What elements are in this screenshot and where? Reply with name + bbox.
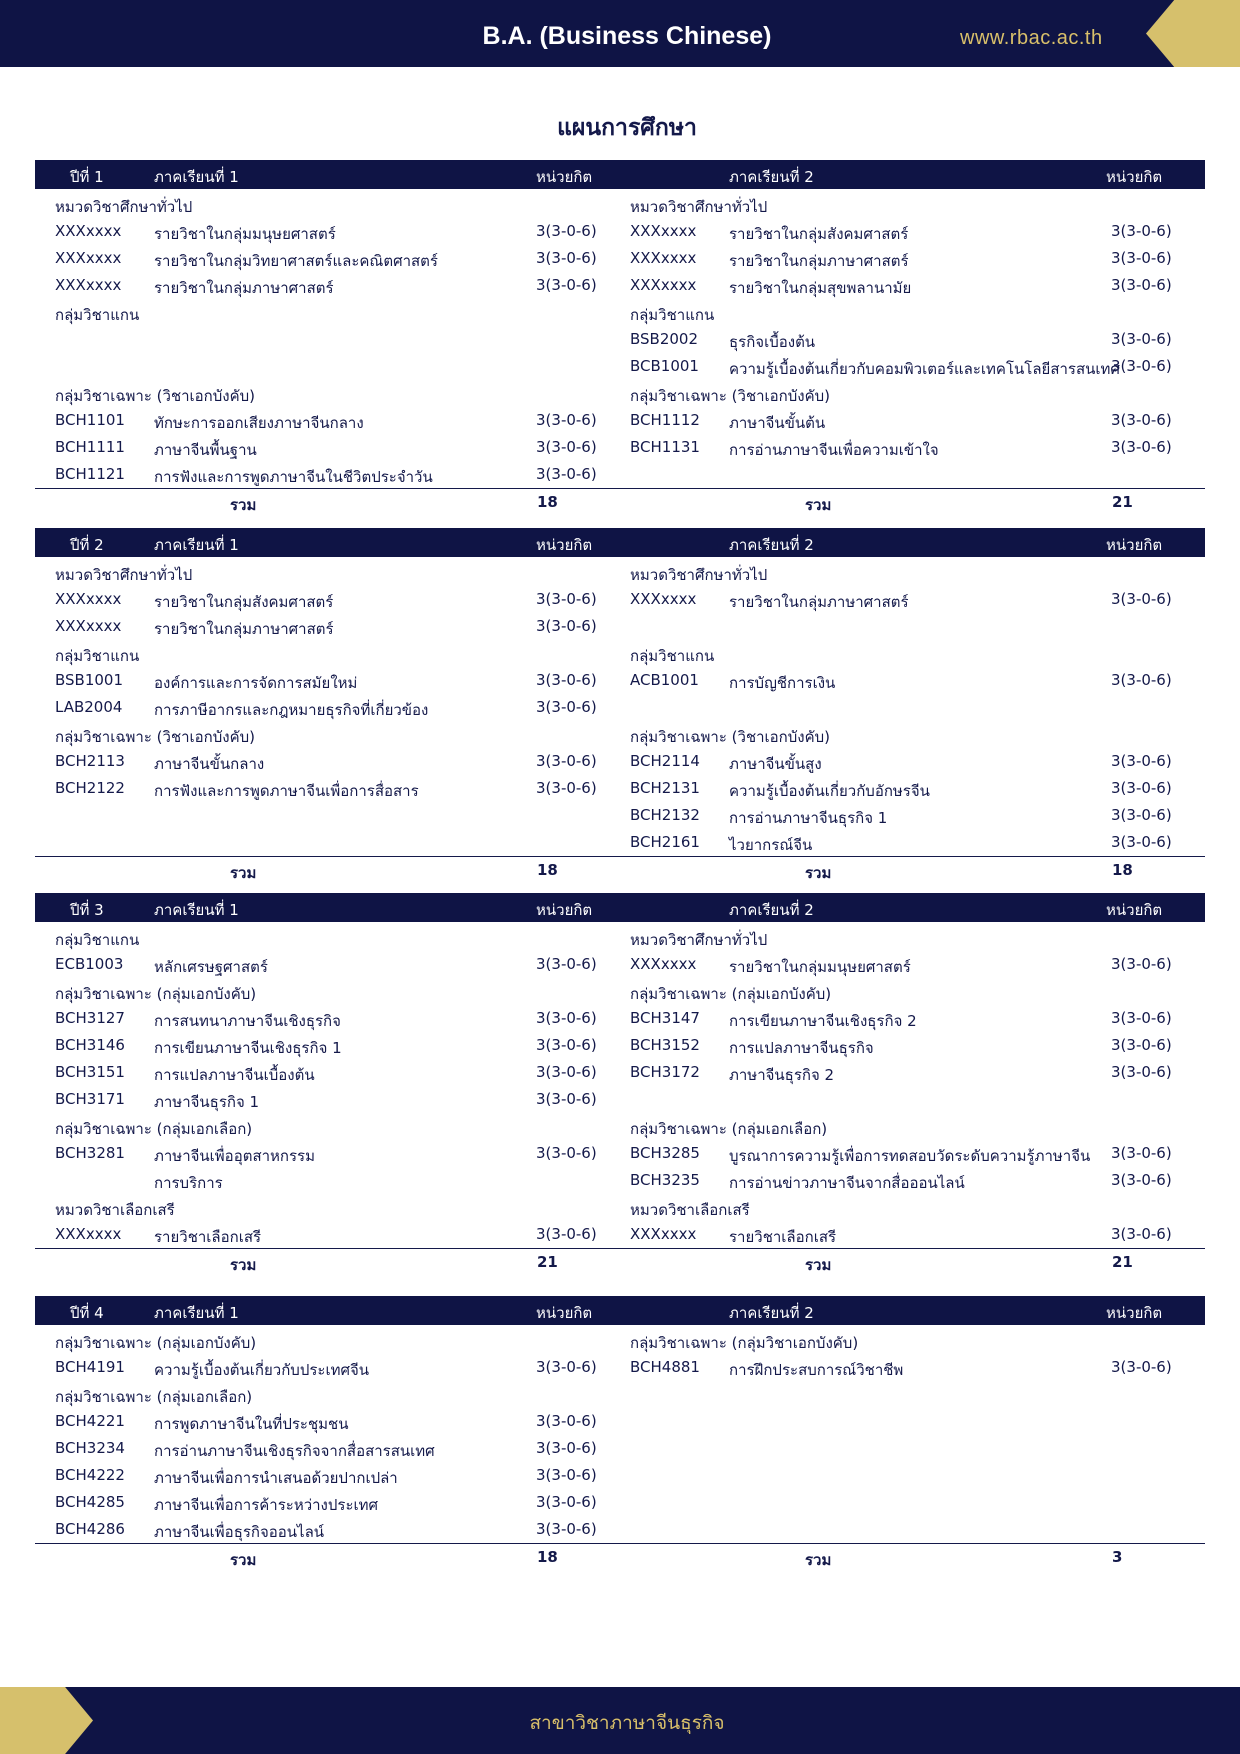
category-heading: หมวดวิชาเลือกเสรี <box>55 1201 175 1219</box>
semester1-label: ภาคเรียนที่ 1 <box>154 168 239 186</box>
course-credit: 3(3-0-6) <box>1111 590 1172 608</box>
category-heading: กลุ่มวิชาเฉพาะ (กลุ่มเอกเลือก) <box>55 1388 253 1406</box>
total-credits-sem1: 18 <box>537 493 558 511</box>
course-code: XXXxxxx <box>630 222 697 240</box>
category-heading: กลุ่มวิชาเฉพาะ (กลุ่มเอกบังคับ) <box>55 985 257 1003</box>
course-name: ภาษาจีนเพื่อการค้าระหว่างประเทศ <box>154 1496 379 1514</box>
year-label: ปีที่ 2 <box>70 536 104 554</box>
course-credit: 3(3-0-6) <box>536 1466 597 1484</box>
course-credit: 3(3-0-6) <box>536 1144 597 1162</box>
course-credit: 3(3-0-6) <box>536 1063 597 1081</box>
total-credits-sem1: 18 <box>537 1548 558 1566</box>
total-credits-sem2: 21 <box>1112 1253 1133 1271</box>
course-code: XXXxxxx <box>630 955 697 973</box>
course-code: BCH1131 <box>630 438 700 456</box>
course-code: BCH2131 <box>630 779 700 797</box>
course-code: BCH1111 <box>55 438 125 456</box>
semester2-label: ภาคเรียนที่ 2 <box>729 901 814 919</box>
course-credit: 3(3-0-6) <box>1111 1036 1172 1054</box>
semester1-label: ภาคเรียนที่ 1 <box>154 536 239 554</box>
course-name: รายวิชาในกลุ่มภาษาศาสตร์ <box>154 620 334 638</box>
course-credit: 3(3-0-6) <box>536 222 597 240</box>
course-name: ความรู้เบื้องต้นเกี่ยวกับคอมพิวเตอร์และเทคโนโลยีสารสนเทศ <box>729 360 1120 378</box>
course-code: BCH4191 <box>55 1358 125 1376</box>
category-heading: หมวดวิชาเลือกเสรี <box>630 1201 750 1219</box>
total-credits-sem1: 18 <box>537 861 558 879</box>
course-code: XXXxxxx <box>55 617 122 635</box>
course-credit: 3(3-0-6) <box>536 1009 597 1027</box>
category-heading: กลุ่มวิชาเฉพาะ (วิชาเอกบังคับ) <box>630 387 831 405</box>
total-label: รวม <box>805 1256 832 1274</box>
category-heading: กลุ่มวิชาเฉพาะ (กลุ่มวิชาเอกบังคับ) <box>630 1334 859 1352</box>
course-code: XXXxxxx <box>630 590 697 608</box>
course-credit: 3(3-0-6) <box>1111 671 1172 689</box>
course-code: BCH4221 <box>55 1412 125 1430</box>
course-credit: 3(3-0-6) <box>1111 411 1172 429</box>
category-heading: กลุ่มวิชาเฉพาะ (วิชาเอกบังคับ) <box>630 728 831 746</box>
total-row <box>35 856 1205 884</box>
course-credit: 3(3-0-6) <box>536 465 597 483</box>
course-code: BCH3147 <box>630 1009 700 1027</box>
course-columns <box>35 922 1205 1248</box>
credit-header: หน่วยกิต <box>536 536 593 554</box>
course-credit: 3(3-0-6) <box>1111 276 1172 294</box>
course-name: รายวิชาในกลุ่มมนุษยศาสตร์ <box>154 225 336 243</box>
category-heading: หมวดวิชาศึกษาทั่วไป <box>630 931 768 949</box>
total-label: รวม <box>230 1256 257 1274</box>
category-heading: กลุ่มวิชาแกน <box>630 306 715 324</box>
total-credits-sem2: 18 <box>1112 861 1133 879</box>
course-credit: 3(3-0-6) <box>536 955 597 973</box>
course-name: ภาษาจีนเพื่อธุรกิจออนไลน์ <box>154 1523 325 1541</box>
category-heading: กลุ่มวิชาแกน <box>55 647 140 665</box>
year-block <box>35 160 1205 514</box>
total-label: รวม <box>230 864 257 882</box>
course-name: การภาษีอากรและกฎหมายธุรกิจที่เกี่ยวข้อง <box>154 701 429 719</box>
total-credits-sem2: 21 <box>1112 493 1133 511</box>
course-code: BCH3285 <box>630 1144 700 1162</box>
course-code: BCH1121 <box>55 465 125 483</box>
course-credit: 3(3-0-6) <box>1111 357 1172 375</box>
course-name: ภาษาจีนเพื่ออุตสาหกรรม <box>154 1147 315 1165</box>
course-code: BCH4881 <box>630 1358 700 1376</box>
course-name: รายวิชาในกลุ่มภาษาศาสตร์ <box>729 593 909 611</box>
course-name: การเขียนภาษาจีนเชิงธุรกิจ 2 <box>729 1012 917 1030</box>
course-code: XXXxxxx <box>55 222 122 240</box>
course-name: ไวยากรณ์จีน <box>729 836 813 854</box>
course-credit: 3(3-0-6) <box>1111 833 1172 851</box>
course-credit: 3(3-0-6) <box>1111 1358 1172 1376</box>
semester2-label: ภาคเรียนที่ 2 <box>729 1304 814 1322</box>
course-credit: 3(3-0-6) <box>1111 438 1172 456</box>
course-name: รายวิชาในกลุ่มมนุษยศาสตร์ <box>729 958 911 976</box>
course-name: ภาษาจีนขั้นกลาง <box>154 755 265 773</box>
website-url[interactable]: www.rbac.ac.th <box>960 27 1103 49</box>
category-heading: กลุ่มวิชาเฉพาะ (กลุ่มเอกเลือก) <box>55 1120 253 1138</box>
course-credit: 3(3-0-6) <box>536 1520 597 1538</box>
course-code: BCH4285 <box>55 1493 125 1511</box>
course-credit: 3(3-0-6) <box>1111 1063 1172 1081</box>
total-label: รวม <box>230 496 257 514</box>
category-heading: หมวดวิชาศึกษาทั่วไป <box>630 566 768 584</box>
course-name: การฟังและการพูดภาษาจีนในชีวิตประจำวัน <box>154 468 433 486</box>
course-code: BCH3127 <box>55 1009 125 1027</box>
credit-header: หน่วยกิต <box>1106 536 1163 554</box>
total-label: รวม <box>805 864 832 882</box>
course-name: รายวิชาเลือกเสรี <box>729 1228 837 1246</box>
course-name: การแปลภาษาจีนเบื้องต้น <box>154 1066 315 1084</box>
course-code: XXXxxxx <box>55 590 122 608</box>
category-heading: กลุ่มวิชาเฉพาะ (กลุ่มเอกบังคับ) <box>630 985 832 1003</box>
course-code: BCH1112 <box>630 411 700 429</box>
course-name: องค์การและการจัดการสมัยใหม่ <box>154 674 358 692</box>
year-block <box>35 1296 1205 1569</box>
total-label: รวม <box>805 1551 832 1569</box>
course-credit: 3(3-0-6) <box>1111 249 1172 267</box>
course-code: BCH3146 <box>55 1036 125 1054</box>
year-label: ปีที่ 3 <box>70 901 104 919</box>
course-name: ธุรกิจเบื้องต้น <box>729 333 816 351</box>
category-heading: กลุ่มวิชาเฉพาะ (วิชาเอกบังคับ) <box>55 387 256 405</box>
category-heading: กลุ่มวิชาแกน <box>55 931 140 949</box>
category-heading: กลุ่มวิชาแกน <box>630 647 715 665</box>
course-code: BCH1101 <box>55 411 125 429</box>
credit-header: หน่วยกิต <box>1106 901 1163 919</box>
course-name: การบริการ <box>154 1174 223 1192</box>
course-code: BCB1001 <box>630 357 699 375</box>
course-name: ความรู้เบื้องต้นเกี่ยวกับประเทศจีน <box>154 1361 370 1379</box>
course-name: รายวิชาในกลุ่มภาษาศาสตร์ <box>729 252 909 270</box>
course-name: การอ่านภาษาจีนเพื่อความเข้าใจ <box>729 441 939 459</box>
credit-header: หน่วยกิต <box>536 1304 593 1322</box>
course-credit: 3(3-0-6) <box>1111 330 1172 348</box>
course-name: รายวิชาในกลุ่มสังคมศาสตร์ <box>154 593 334 611</box>
course-credit: 3(3-0-6) <box>1111 752 1172 770</box>
year-header <box>35 893 1205 922</box>
course-code: BSB2002 <box>630 330 699 348</box>
course-name: ภาษาจีนขั้นต้น <box>729 414 826 432</box>
total-row <box>35 1543 1205 1571</box>
course-code: BCH3152 <box>630 1036 700 1054</box>
course-code: BCH3281 <box>55 1144 125 1162</box>
total-row <box>35 1248 1205 1276</box>
course-code: BCH3234 <box>55 1439 125 1457</box>
course-code: BCH2114 <box>630 752 700 770</box>
course-credit: 3(3-0-6) <box>536 779 597 797</box>
course-name: การอ่านภาษาจีนธุรกิจ 1 <box>729 809 888 827</box>
course-name: ภาษาจีนธุรกิจ 1 <box>154 1093 260 1111</box>
course-name: การสนทนาภาษาจีนเชิงธุรกิจ <box>154 1012 341 1030</box>
year-header <box>35 160 1205 189</box>
course-credit: 3(3-0-6) <box>536 1225 597 1243</box>
course-name: รายวิชาในกลุ่มวิทยาศาสตร์และคณิตศาสตร์ <box>154 252 438 270</box>
course-columns <box>35 1325 1205 1543</box>
footer-department: สาขาวิชาภาษาจีนธุรกิจ <box>529 1712 725 1734</box>
course-name: ภาษาจีนพื้นฐาน <box>154 441 257 459</box>
course-name: การแปลภาษาจีนธุรกิจ <box>729 1039 874 1057</box>
course-name: รายวิชาในกลุ่มสุขพลานามัย <box>729 279 912 297</box>
year-block <box>35 893 1205 1274</box>
course-name: ภาษาจีนเพื่อการนำเสนอด้วยปากเปล่า <box>154 1469 398 1487</box>
course-code: BCH2132 <box>630 806 700 824</box>
course-code: BCH3171 <box>55 1090 125 1108</box>
course-name: การเขียนภาษาจีนเชิงธุรกิจ 1 <box>154 1039 342 1057</box>
course-credit: 3(3-0-6) <box>536 590 597 608</box>
page-title: แผนการศึกษา <box>557 115 697 141</box>
course-code: ECB1003 <box>55 955 124 973</box>
category-heading: กลุ่มวิชาเฉพาะ (กลุ่มเอกเลือก) <box>630 1120 828 1138</box>
course-name: การพูดภาษาจีนในที่ประชุมชน <box>154 1415 349 1433</box>
total-credits-sem1: 21 <box>537 1253 558 1271</box>
course-code: XXXxxxx <box>55 1225 122 1243</box>
credit-header: หน่วยกิต <box>536 901 593 919</box>
program-title: B.A. (Business Chinese) <box>482 22 772 50</box>
year-block <box>35 528 1205 882</box>
course-name: หลักเศรษฐศาสตร์ <box>154 958 268 976</box>
course-code: BCH2122 <box>55 779 125 797</box>
course-credit: 3(3-0-6) <box>536 249 597 267</box>
course-name: ทักษะการออกเสียงภาษาจีนกลาง <box>154 414 364 432</box>
course-code: BCH2113 <box>55 752 125 770</box>
semester1-label: ภาคเรียนที่ 1 <box>154 1304 239 1322</box>
course-name: การฟังและการพูดภาษาจีนเพื่อการสื่อสาร <box>154 782 419 800</box>
course-credit: 3(3-0-6) <box>536 1412 597 1430</box>
course-credit: 3(3-0-6) <box>536 1358 597 1376</box>
course-name: รายวิชาเลือกเสรี <box>154 1228 262 1246</box>
credit-header: หน่วยกิต <box>1106 1304 1163 1322</box>
year-header <box>35 528 1205 557</box>
course-credit: 3(3-0-6) <box>1111 779 1172 797</box>
course-credit: 3(3-0-6) <box>536 1036 597 1054</box>
course-columns <box>35 557 1205 856</box>
semester2-label: ภาคเรียนที่ 2 <box>729 168 814 186</box>
course-code: BCH3235 <box>630 1171 700 1189</box>
course-code: XXXxxxx <box>630 1225 697 1243</box>
course-name: การบัญชีการเงิน <box>729 674 836 692</box>
course-credit: 3(3-0-6) <box>536 698 597 716</box>
course-code: ACB1001 <box>630 671 699 689</box>
course-credit: 3(3-0-6) <box>536 617 597 635</box>
course-credit: 3(3-0-6) <box>1111 1225 1172 1243</box>
total-label: รวม <box>805 496 832 514</box>
course-code: BCH4222 <box>55 1466 125 1484</box>
course-code: LAB2004 <box>55 698 123 716</box>
course-credit: 3(3-0-6) <box>1111 955 1172 973</box>
semester1-label: ภาคเรียนที่ 1 <box>154 901 239 919</box>
course-name: การอ่านภาษาจีนเชิงธุรกิจจากสื่อสารสนเทศ <box>154 1442 435 1460</box>
semester2-label: ภาคเรียนที่ 2 <box>729 536 814 554</box>
category-heading: หมวดวิชาศึกษาทั่วไป <box>630 198 768 216</box>
course-name: ความรู้เบื้องต้นเกี่ยวกับอักษรจีน <box>729 782 930 800</box>
course-credit: 3(3-0-6) <box>536 752 597 770</box>
course-name: ภาษาจีนขั้นสูง <box>729 755 822 773</box>
course-credit: 3(3-0-6) <box>536 438 597 456</box>
category-heading: หมวดวิชาศึกษาทั่วไป <box>55 566 193 584</box>
course-code: XXXxxxx <box>630 249 697 267</box>
course-credit: 3(3-0-6) <box>536 671 597 689</box>
course-name: การอ่านข่าวภาษาจีนจากสื่อออนไลน์ <box>729 1174 965 1192</box>
course-name: รายวิชาในกลุ่มสังคมศาสตร์ <box>729 225 909 243</box>
course-code: XXXxxxx <box>55 276 122 294</box>
course-credit: 3(3-0-6) <box>536 1090 597 1108</box>
course-name: การฝึกประสบการณ์วิชาชีพ <box>729 1361 904 1379</box>
year-label: ปีที่ 1 <box>70 168 104 186</box>
course-code: XXXxxxx <box>630 276 697 294</box>
course-name: บูรณาการความรู้เพื่อการทดสอบวัดระดับความรู้ภาษาจีน <box>729 1147 1091 1165</box>
course-credit: 3(3-0-6) <box>536 1439 597 1457</box>
total-credits-sem2: 3 <box>1112 1548 1123 1566</box>
course-code: XXXxxxx <box>55 249 122 267</box>
credit-header: หน่วยกิต <box>536 168 593 186</box>
course-code: BSB1001 <box>55 671 124 689</box>
course-code: BCH4286 <box>55 1520 125 1538</box>
course-credit: 3(3-0-6) <box>1111 1171 1172 1189</box>
course-credit: 3(3-0-6) <box>536 411 597 429</box>
course-code: BCH3151 <box>55 1063 125 1081</box>
course-columns <box>35 189 1205 488</box>
course-credit: 3(3-0-6) <box>1111 806 1172 824</box>
course-name: รายวิชาในกลุ่มภาษาศาสตร์ <box>154 279 334 297</box>
course-name: ภาษาจีนธุรกิจ 2 <box>729 1066 835 1084</box>
course-code: BCH3172 <box>630 1063 700 1081</box>
credit-header: หน่วยกิต <box>1106 168 1163 186</box>
course-credit: 3(3-0-6) <box>536 1493 597 1511</box>
category-heading: กลุ่มวิชาเฉพาะ (วิชาเอกบังคับ) <box>55 728 256 746</box>
course-credit: 3(3-0-6) <box>536 276 597 294</box>
category-heading: หมวดวิชาศึกษาทั่วไป <box>55 198 193 216</box>
course-credit: 3(3-0-6) <box>1111 1009 1172 1027</box>
course-credit: 3(3-0-6) <box>1111 1144 1172 1162</box>
course-code: BCH2161 <box>630 833 700 851</box>
category-heading: กลุ่มวิชาเฉพาะ (กลุ่มเอกบังคับ) <box>55 1334 257 1352</box>
total-row <box>35 488 1205 516</box>
category-heading: กลุ่มวิชาแกน <box>55 306 140 324</box>
year-header <box>35 1296 1205 1325</box>
total-label: รวม <box>230 1551 257 1569</box>
year-label: ปีที่ 4 <box>70 1304 104 1322</box>
course-credit: 3(3-0-6) <box>1111 222 1172 240</box>
